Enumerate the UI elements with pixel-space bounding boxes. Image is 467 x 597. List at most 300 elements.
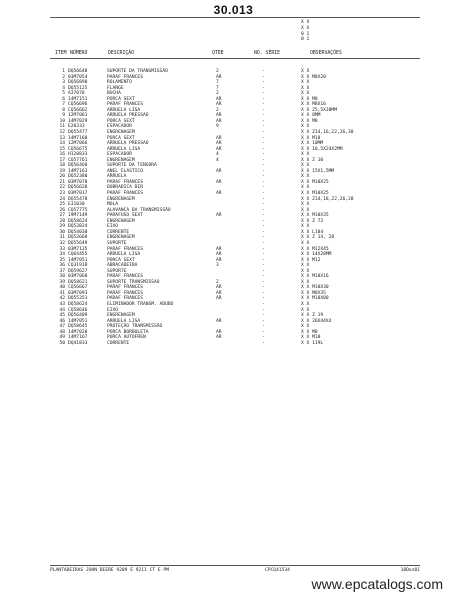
- item-number: 18: [59, 163, 65, 169]
- serial-number: -: [262, 335, 265, 341]
- observations: X X M10X16: [301, 274, 329, 280]
- item-number: 37: [59, 268, 65, 274]
- observations: X X: [301, 268, 310, 274]
- part-number: 14M7163: [68, 168, 88, 174]
- serial-number: -: [262, 246, 265, 252]
- serial-number: -: [262, 329, 265, 335]
- observations: X X: [301, 202, 310, 208]
- observations: X X: [301, 69, 310, 74]
- observations: X X: [301, 185, 310, 191]
- observations: X X M10X30: [301, 285, 329, 291]
- part-description: ESPACADOR: [107, 124, 132, 130]
- quantity: AR: [216, 257, 222, 263]
- serial-number: -: [262, 157, 265, 163]
- item-number: 35: [59, 257, 65, 263]
- variant-mark: 0 1: [301, 31, 310, 37]
- part-description: ARRUELA PRESSAO: [107, 141, 149, 147]
- quantity: 7: [216, 85, 219, 91]
- part-description: PROTEÇÃO TRANSMISSÃO: [107, 324, 163, 330]
- observations: X X: [301, 163, 310, 169]
- item-number: 30: [59, 229, 65, 235]
- item-number: 28: [59, 218, 65, 224]
- item-number: 14: [59, 141, 65, 147]
- quantity: AR: [216, 252, 222, 258]
- part-description: ENGRENAGEM: [107, 157, 135, 163]
- quantity: 4: [216, 157, 219, 163]
- footer-date: 10Dez01: [400, 568, 420, 573]
- item-number: 39: [59, 279, 65, 285]
- part-description: ENGRENAGEM: [107, 218, 135, 224]
- part-description: ARRUELA: [107, 174, 127, 180]
- variant-mark: X X: [301, 25, 310, 31]
- part-description: PARAF FRANCES: [107, 296, 143, 302]
- quantity: AR: [216, 329, 222, 335]
- serial-number: -: [262, 80, 265, 86]
- part-description: ENGRENAGEM: [107, 130, 135, 136]
- part-number: DQ56628: [68, 185, 88, 191]
- part-number: 14M7160: [68, 135, 88, 141]
- item-number: 23: [59, 191, 65, 197]
- part-number: DQ59627: [68, 268, 88, 274]
- part-description: ENGRENAGEM: [107, 196, 135, 202]
- item-number: 7: [62, 102, 65, 108]
- part-number: DQ58645: [68, 324, 88, 330]
- observations: X X 10,5X24X2MM: [301, 146, 343, 152]
- part-number: CQ57775: [68, 207, 88, 213]
- part-description: ENGRENAGEM: [107, 313, 135, 319]
- part-number: CQ56667: [68, 285, 88, 291]
- item-number: 10: [59, 118, 65, 124]
- observations: X X 8MM: [301, 113, 321, 119]
- part-number: 14M7151: [68, 96, 88, 102]
- observations: X X Z 14, 28: [301, 235, 335, 241]
- quantity: AR: [216, 96, 222, 102]
- serial-number: -: [262, 196, 265, 202]
- item-number: 15: [59, 146, 65, 152]
- part-description: BUCHA: [107, 91, 121, 97]
- part-description: ABRACADEIRA: [107, 263, 138, 269]
- observations: X X M10X25: [301, 179, 329, 185]
- item-number: 12: [59, 130, 65, 136]
- variant-marks: [301, 20, 309, 43]
- observations: X X: [301, 91, 310, 97]
- serial-number: -: [262, 296, 265, 302]
- serial-number: -: [262, 135, 265, 141]
- observations: X X M10X80: [301, 296, 329, 302]
- part-description: PORCA SEXT: [107, 135, 135, 141]
- item-number: 8: [62, 107, 65, 113]
- item-number: 44: [59, 307, 65, 313]
- observations: X X: [301, 207, 310, 213]
- part-number: CQ56675: [68, 146, 88, 152]
- part-description: PORCA SEXT: [107, 96, 135, 102]
- header-descricao: DESCRIÇÃO: [108, 51, 134, 56]
- part-description: PORCA AUTOFREN: [107, 335, 146, 341]
- item-number: 47: [59, 324, 65, 330]
- observations: X X Z14,16,22,26,30: [301, 130, 354, 136]
- item-number: 17: [59, 157, 65, 163]
- part-description: PARAF FRANCES: [107, 285, 143, 291]
- observations: X X 15X1,5MM: [301, 168, 335, 174]
- observations: X X 25,5X30MM: [301, 107, 337, 113]
- quantity: AR: [216, 74, 222, 80]
- serial-number: -: [262, 290, 265, 296]
- part-number: 12M7066: [68, 141, 88, 147]
- header-qtde: QTDE: [212, 51, 224, 56]
- serial-number: -: [262, 191, 265, 197]
- item-number: 48: [59, 329, 65, 335]
- item-number: 41: [59, 290, 65, 296]
- part-number: DQ56890: [68, 80, 88, 86]
- item-number: 49: [59, 335, 65, 341]
- serial-number: -: [262, 235, 265, 241]
- serial-number: -: [262, 229, 265, 235]
- part-number: DQ41833: [68, 340, 88, 346]
- variant-mark: 0 1: [301, 37, 310, 43]
- variant-mark: X X: [301, 20, 310, 25]
- quantity: AR: [216, 191, 222, 197]
- item-number: 13: [59, 135, 65, 141]
- observations: X X: [301, 279, 310, 285]
- serial-number: -: [262, 107, 265, 113]
- serial-number: -: [262, 102, 265, 108]
- serial-number: -: [262, 141, 265, 147]
- part-description: DOBRADICA DIR: [107, 185, 143, 191]
- quantity: 2: [216, 107, 219, 113]
- item-number: 6: [62, 96, 65, 102]
- part-description: ESPACADOR: [107, 152, 132, 158]
- part-description: ELIMINADOR TRANSM. ADUBO: [107, 301, 174, 307]
- quantity: AR: [216, 335, 222, 341]
- serial-number: -: [262, 257, 265, 263]
- item-number: 34: [59, 252, 65, 258]
- quantity: AR: [216, 285, 222, 291]
- quantity: AR: [216, 213, 222, 219]
- item-number: 1: [62, 69, 65, 74]
- item-number: 26: [59, 207, 65, 213]
- part-number: 14M7051: [68, 318, 88, 324]
- observations: X X Z 73: [301, 218, 324, 224]
- part-number: 14M7020: [68, 329, 88, 335]
- part-number: 14M7029: [68, 118, 88, 124]
- part-description: CORRENTE: [107, 229, 130, 235]
- part-description: PARAFUSO SEXT: [107, 213, 143, 219]
- observations: X X: [301, 152, 310, 158]
- part-number: DQ55649: [68, 240, 88, 246]
- serial-number: -: [262, 185, 265, 191]
- item-number: 3: [62, 80, 65, 86]
- title-rule: [50, 17, 420, 18]
- item-number: 5: [62, 91, 65, 97]
- part-description: ARRUELA PRESSAO: [107, 113, 149, 119]
- page-title: 30.013: [213, 3, 254, 17]
- item-number: 19: [59, 168, 65, 174]
- serial-number: -: [262, 324, 265, 330]
- part-number: 03M7068: [68, 274, 88, 280]
- part-number: 12M7061: [68, 113, 88, 119]
- quantity: AR: [216, 168, 222, 174]
- serial-number: -: [262, 240, 265, 246]
- serial-number: -: [262, 174, 265, 180]
- item-number: 45: [59, 313, 65, 319]
- serial-number: -: [262, 313, 265, 319]
- item-number: 43: [59, 301, 65, 307]
- serial-number: -: [262, 163, 265, 169]
- part-description: PARAF FRANCES: [107, 246, 143, 252]
- quantity: 2: [216, 69, 219, 74]
- observations: X X M10X25: [301, 191, 329, 197]
- header-numero: NÚMERO: [70, 51, 88, 56]
- part-number: DQ58621: [68, 279, 88, 285]
- observations: X X M12: [301, 257, 321, 263]
- observations: X X: [301, 85, 310, 91]
- observations: X X M8X16: [301, 102, 326, 108]
- part-number: DQ53668: [68, 235, 88, 241]
- part-description: ALAVANCA DA TRANSMISSÃO: [107, 207, 171, 213]
- observations: X X Z 19: [301, 313, 324, 319]
- part-description: CORRENTE: [107, 340, 130, 346]
- serial-number: -: [262, 207, 265, 213]
- part-description: PARAF FRANCES: [107, 102, 143, 108]
- part-number: DQ53824: [68, 224, 88, 230]
- item-number: 16: [59, 152, 65, 158]
- item-number: 9: [62, 113, 65, 119]
- part-number: DQ58624: [68, 301, 88, 307]
- serial-number: -: [262, 224, 265, 230]
- part-description: PORCA BORBOLETA: [107, 329, 149, 335]
- header-obs: OBSERVAÇÕES: [310, 51, 342, 56]
- serial-number: -: [262, 91, 265, 97]
- serial-number: -: [262, 202, 265, 208]
- observations: X X 119L: [301, 340, 324, 346]
- part-description: PARAF FRANCES: [107, 290, 143, 296]
- observations: X X M8: [301, 329, 318, 335]
- observations: X X: [301, 307, 310, 313]
- serial-number: -: [262, 218, 265, 224]
- item-number: 4: [62, 85, 65, 91]
- observations: X X M10: [301, 335, 321, 341]
- observations: X X L104: [301, 229, 324, 235]
- serial-number: -: [262, 113, 265, 119]
- part-number: DQ55477: [68, 130, 88, 136]
- item-number: 33: [59, 246, 65, 252]
- observations: X X Z14,18,22,26,28: [301, 196, 354, 202]
- part-number: H120833: [68, 152, 88, 158]
- quantity: AR: [216, 118, 222, 124]
- part-description: PARAF FRANCES: [107, 74, 143, 80]
- part-number: 03M7093: [68, 290, 88, 296]
- part-number: DQ55351: [68, 296, 88, 302]
- serial-number: -: [262, 74, 265, 80]
- serial-number: -: [262, 152, 265, 158]
- observations: X X 14X28MM: [301, 252, 332, 258]
- item-number: 46: [59, 318, 65, 324]
- part-description: MOLA: [107, 202, 119, 208]
- quantity: AR: [216, 141, 222, 147]
- item-number: 50: [59, 340, 65, 346]
- part-description: ROLAMENTO: [107, 80, 132, 86]
- part-number: CQ56662: [68, 107, 88, 113]
- footer-rule: [50, 565, 420, 566]
- part-number: 03M7135: [68, 246, 88, 252]
- part-description: ARRUELA LISA: [107, 252, 141, 258]
- observations: X X M8X20: [301, 74, 326, 80]
- part-number: CQ57761: [68, 157, 88, 163]
- quantity: AR: [216, 246, 222, 252]
- serial-number: -: [262, 85, 265, 91]
- watermark-link[interactable]: www.epcatalogs.com: [311, 576, 443, 592]
- part-number: 03M7054: [68, 74, 88, 80]
- part-number: CQ58646: [68, 307, 88, 313]
- part-number: DQ54030: [68, 229, 88, 235]
- serial-number: -: [262, 307, 265, 313]
- part-description: SUPORTE: [107, 240, 127, 246]
- part-number: 03M7017: [68, 191, 88, 197]
- part-description: PARAF FRANCES: [107, 191, 143, 197]
- observations: X X: [301, 301, 310, 307]
- part-number: E31030: [68, 202, 85, 208]
- quantity: AR: [216, 146, 222, 152]
- serial-number: -: [262, 274, 265, 280]
- part-description: EIXO: [107, 224, 119, 230]
- footer-title: PLANTADEIRAS JOHN DEERE 9209 E 9211 CT E PM: [50, 568, 169, 573]
- observations: X X M10X35: [301, 213, 329, 219]
- observations: X X M12X45: [301, 246, 329, 252]
- observations: X X: [301, 174, 310, 180]
- part-number: DQ55478: [68, 196, 88, 202]
- serial-number: -: [262, 340, 265, 346]
- quantity: AR: [216, 290, 222, 296]
- part-number: DQ52380: [68, 174, 88, 180]
- observations: X X: [301, 324, 310, 330]
- part-number: CQ56696: [68, 102, 88, 108]
- observations: X X: [301, 224, 310, 230]
- item-number: 29: [59, 224, 65, 230]
- observations: X X M8: [301, 118, 318, 124]
- item-number: 27: [59, 213, 65, 219]
- item-number: 42: [59, 296, 65, 302]
- part-number: DQ56409: [68, 313, 88, 319]
- part-number: CQ31918: [68, 263, 88, 269]
- part-number: 14M7051: [68, 257, 88, 263]
- observations: X X 10MM: [301, 141, 324, 147]
- part-number: CQ64455: [68, 252, 88, 258]
- observations: X X M8: [301, 96, 318, 102]
- quantity: 2: [216, 91, 219, 97]
- part-description: PORCA SEXT: [107, 257, 135, 263]
- item-number: 21: [59, 179, 65, 185]
- item-number: 32: [59, 240, 65, 246]
- part-description: ENGRENAGEM: [107, 235, 135, 241]
- quantity: AR: [216, 102, 222, 108]
- part-description: PARAF FRANCES: [107, 274, 143, 280]
- part-description: SUPORTE TRANSMISSAO: [107, 279, 160, 285]
- part-number: DQ56648: [68, 69, 88, 74]
- serial-number: -: [262, 130, 265, 136]
- serial-number: -: [262, 69, 265, 74]
- serial-number: -: [262, 279, 265, 285]
- serial-number: -: [262, 301, 265, 307]
- quantity: 4: [216, 152, 219, 158]
- header-item: ITEM: [55, 51, 67, 56]
- part-number: DQ55125: [68, 85, 88, 91]
- part-number: 14M7167: [68, 335, 88, 341]
- item-number: 25: [59, 202, 65, 208]
- part-number: A37078: [68, 91, 85, 97]
- serial-number: -: [262, 213, 265, 219]
- part-number: 03M7078: [68, 179, 88, 185]
- serial-number: -: [262, 118, 265, 124]
- quantity: AR: [216, 296, 222, 302]
- observations: X X M10: [301, 135, 321, 141]
- quantity: 9: [216, 124, 219, 130]
- header-rule: [50, 58, 420, 59]
- serial-number: -: [262, 179, 265, 185]
- serial-number: -: [262, 285, 265, 291]
- serial-number: -: [262, 168, 265, 174]
- part-number: DQ56468: [68, 163, 88, 169]
- header-serie: NO. SÉRIE: [254, 51, 280, 56]
- quantity: AR: [216, 318, 222, 324]
- part-description: EIXO: [107, 307, 119, 313]
- part-description: PARAF FRANCES: [107, 179, 143, 185]
- part-description: SUPORTE: [107, 268, 127, 274]
- quantity: 7: [216, 80, 219, 86]
- parts-table: [0, 69, 467, 346]
- part-number: DQ58624: [68, 218, 88, 224]
- footer-code: CPCQ41534: [265, 568, 290, 573]
- observations: X X: [301, 263, 310, 269]
- item-number: 38: [59, 274, 65, 280]
- part-description: SUPORTE DA TRANSMISSÃO: [107, 69, 168, 74]
- serial-number: -: [262, 252, 265, 258]
- observations: X X M8X35: [301, 290, 326, 296]
- item-number: 24: [59, 196, 65, 202]
- quantity: 3: [216, 263, 219, 269]
- table-row: [0, 341, 467, 347]
- observations: X X 26X44X4: [301, 318, 332, 324]
- serial-number: -: [262, 96, 265, 102]
- serial-number: -: [262, 263, 265, 269]
- part-description: PORCA SEXT: [107, 118, 135, 124]
- item-number: 40: [59, 285, 65, 291]
- serial-number: -: [262, 268, 265, 274]
- item-number: 2: [62, 74, 65, 80]
- serial-number: -: [262, 124, 265, 130]
- part-description: SUPORTE DA TENSORA: [107, 163, 157, 169]
- observations: X X: [301, 240, 310, 246]
- part-description: ANEL ELASTICO: [107, 168, 143, 174]
- quantity: AR: [216, 179, 222, 185]
- quantity: 2: [216, 279, 219, 285]
- observations: X X: [301, 80, 310, 86]
- serial-number: -: [262, 146, 265, 152]
- item-number: 31: [59, 235, 65, 241]
- part-description: FLANGE: [107, 85, 124, 91]
- item-number: 22: [59, 185, 65, 191]
- observations: X X Z 10: [301, 157, 324, 163]
- part-description: ARRUELA LISA: [107, 146, 141, 152]
- item-number: 11: [59, 124, 65, 130]
- observations: X X: [301, 124, 310, 130]
- part-description: ARRUELA LISA: [107, 107, 141, 113]
- quantity: AR: [216, 113, 222, 119]
- item-number: 20: [59, 174, 65, 180]
- item-number: 36: [59, 263, 65, 269]
- part-number: E20333: [68, 124, 85, 130]
- quantity: AR: [216, 135, 222, 141]
- serial-number: -: [262, 318, 265, 324]
